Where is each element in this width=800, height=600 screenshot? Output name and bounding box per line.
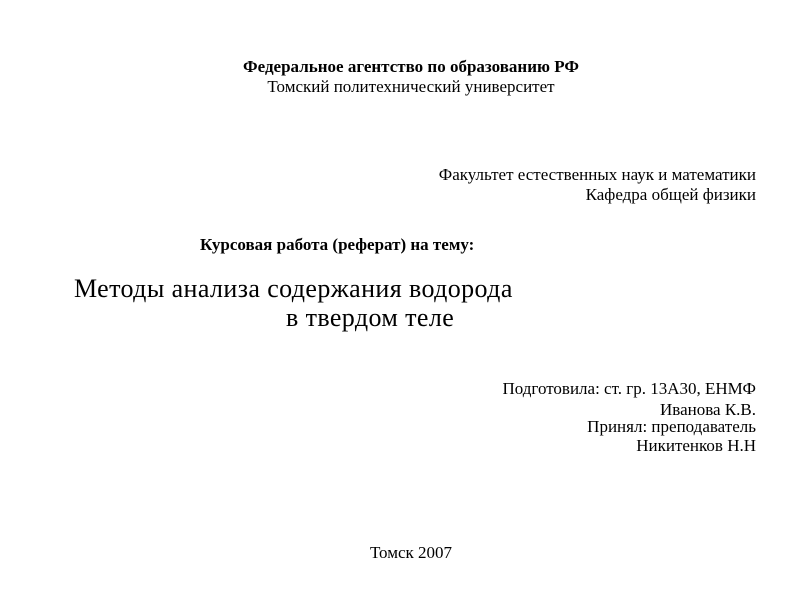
department-name: Кафедра общей физики [585,185,756,204]
city-year: Томск 2007 [369,543,453,562]
work-type-heading: Курсовая работа (реферат) на тему: [200,235,475,254]
accepted-by-label: Принял: преподаватель [587,417,756,436]
faculty-name: Факультет естественных наук и математики [438,165,756,184]
document-title-line-1: Методы анализа содержания водорода [74,274,513,303]
document-title-line-2: в твердом теле [286,303,455,332]
university-name: Томский политехнический университет [267,77,555,96]
teacher-name: Никитенков Н.Н [636,436,756,455]
agency-name: Федеральное агентство по образованию РФ [243,57,579,76]
prepared-by-label: Подготовила: ст. гр. 13А30, ЕНМФ [502,379,756,398]
student-name: Иванова К.В. [660,400,756,419]
